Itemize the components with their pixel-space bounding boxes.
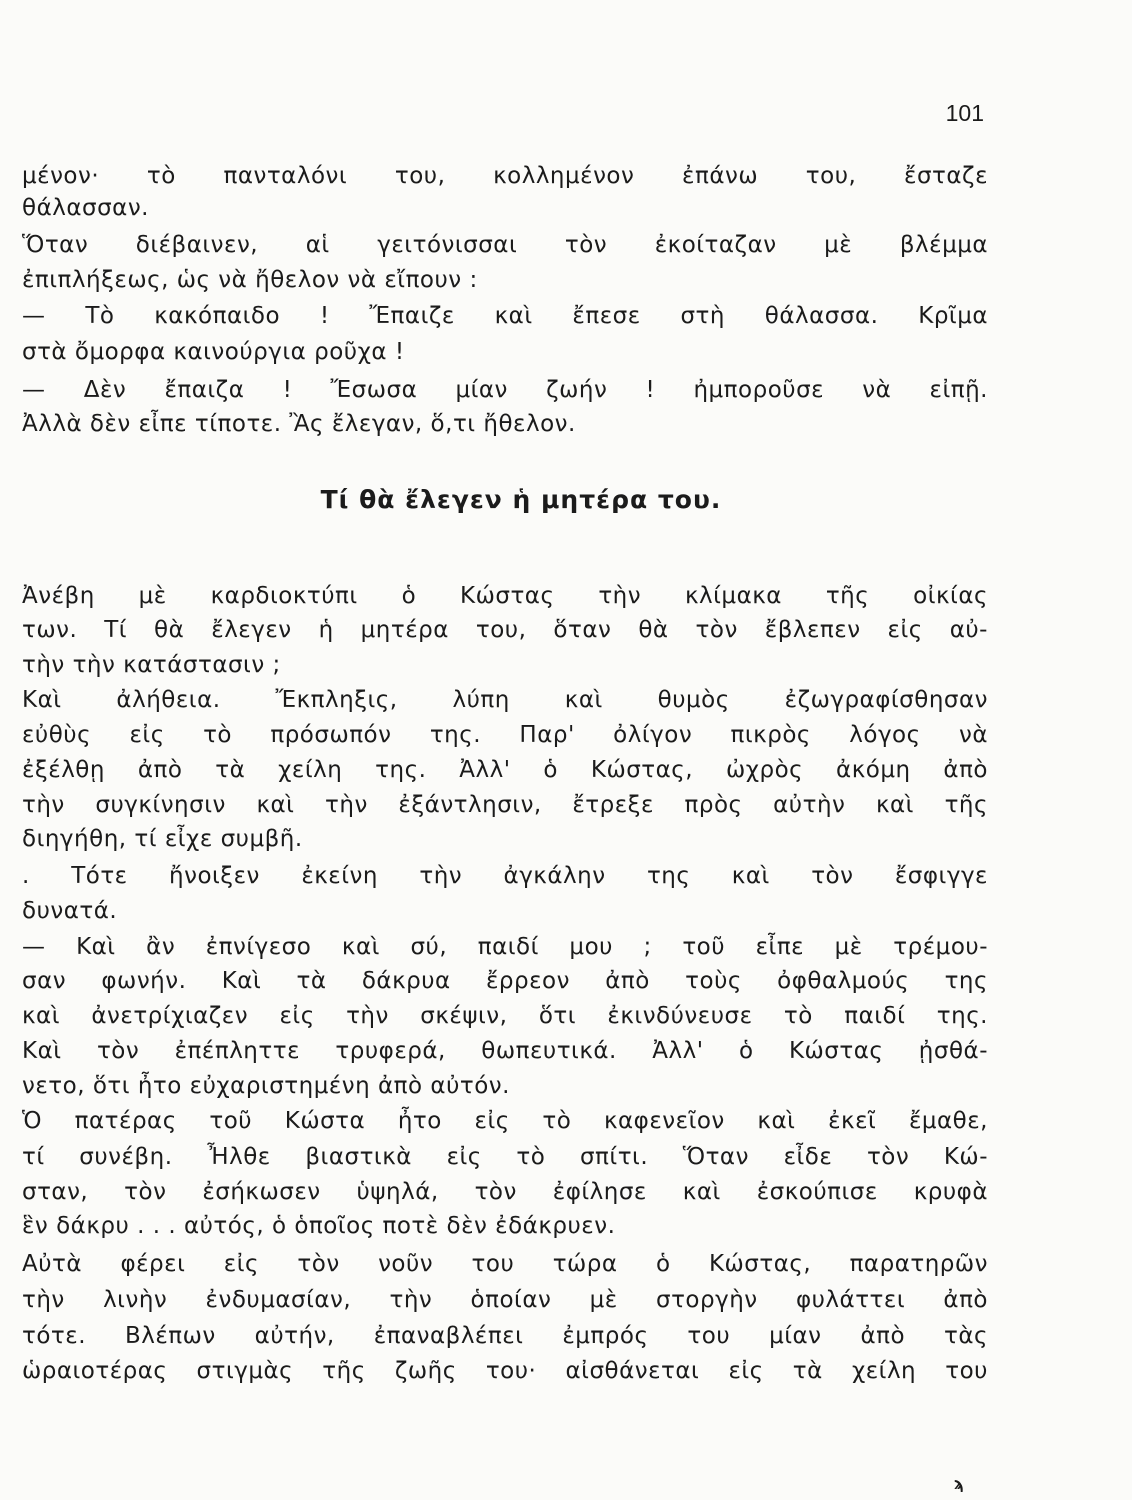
text-line: Ἀλλὰ δὲν εἶπε τίποτε. Ἂς ἔλεγαν, ὅ,τι ἤθελον. [22, 411, 576, 437]
text-line: των. Τί θὰ ἔλεγεν ἡ μητέρα του, ὅταν θὰ τὸν ἔβλεπεν εἰς αὐ- [22, 617, 988, 643]
text-line: εὐθὺς εἰς τὸ πρόσωπόν της. Παρ' ὀλίγον πικρὸς λόγος νὰ [22, 722, 988, 748]
text-line: τὴν συγκίνησιν καὶ τὴν ἐξάντλησιν, ἔτρεξε πρὸς αὐτὴν καὶ τῆς [22, 792, 988, 818]
text-line: σαν φωνήν. Καὶ τὰ δάκρυα ἔρρεον ἀπὸ τοὺς ὀφθαλμούς της [22, 968, 988, 994]
section-heading: Τί θὰ ἔλεγεν ἡ μητέρα του. [320, 485, 722, 514]
text-line: νετο, ὅτι ἦτο εὐχαριστημένη ἀπὸ αὐτόν. [22, 1073, 510, 1099]
text-line: δυνατά. [22, 898, 118, 924]
text-line: τὴν τὴν κατάστασιν ; [22, 652, 281, 678]
text-line: ἐπιπλήξεως, ὡς νὰ ἤθελον νὰ εἴπουν : [22, 267, 478, 293]
text-line: Καὶ ἀλήθεια. Ἔκπληξις, λύπη καὶ θυμὸς ἐζωγραφίσθησαν [22, 687, 988, 713]
text-line: Ὅταν διέβαινεν, αἱ γειτόνισσαι τὸν ἐκοίταζαν μὲ βλέμμα [22, 232, 988, 258]
printer-mark: ϡ [954, 1474, 965, 1493]
text-line: — Δὲν ἔπαιζα ! Ἔσωσα μίαν ζωήν ! ἠμποροῦσε νὰ εἰπῇ. [22, 377, 988, 403]
text-line: ἐξέλθῃ ἀπὸ τὰ χείλη της. Ἀλλ' ὁ Κώστας, ὠχρὸς ἀκόμη ἀπὸ [22, 757, 988, 783]
text-line: — Τὸ κακόπαιδο ! Ἔπαιζε καὶ ἔπεσε στὴ θάλασσα. Κρῖμα [22, 303, 988, 329]
text-line: καὶ ἀνετρίχιαζεν εἰς τὴν σκέψιν, ὅτι ἐκινδύνευσε τὸ παιδί της. [22, 1003, 988, 1029]
text-line: θάλασσαν. [22, 195, 149, 221]
text-line: . Τότε ἤνοιξεν ἐκείνη τὴν ἀγκάλην της καὶ τὸν ἔσφιγγε [22, 863, 988, 889]
text-line: μένον· τὸ πανταλόνι του, κολλημένον ἐπάνω του, ἔσταζε [22, 163, 988, 189]
text-line: Αὐτὰ φέρει εἰς τὸν νοῦν του τώρα ὁ Κώστας, παρατηρῶν [22, 1251, 988, 1277]
text-line: Ἀνέβη μὲ καρδιοκτύπι ὁ Κώστας τὴν κλίμακα τῆς οἰκίας [22, 583, 988, 609]
text-line: τί συνέβη. Ἦλθε βιαστικὰ εἰς τὸ σπίτι. Ὅταν εἶδε τὸν Κώ- [22, 1144, 988, 1170]
text-line: Ὁ πατέρας τοῦ Κώστα ἦτο εἰς τὸ καφενεῖον καὶ ἐκεῖ ἔμαθε, [22, 1108, 988, 1134]
text-line: σταν, τὸν ἐσήκωσεν ὑψηλά, τὸν ἐφίλησε καὶ ἐσκούπισε κρυφὰ [22, 1179, 988, 1205]
text-line: ἓν δάκρυ . . . αὐτός, ὁ ὁποῖος ποτὲ δὲν ἐδάκρυεν. [22, 1213, 616, 1239]
page-number: 101 [945, 100, 984, 126]
text-line: Καὶ τὸν ἐπέπληττε τρυφερά, θωπευτικά. Ἀλλ' ὁ Κώστας ᾐσθά- [22, 1038, 988, 1064]
text-line: — Καὶ ἂν ἐπνίγεσο καὶ σύ, παιδί μου ; τοῦ εἶπε μὲ τρέμου- [22, 934, 988, 960]
text-line: τὴν λινὴν ἐνδυμασίαν, τὴν ὁποίαν μὲ στοργὴν φυλάττει ἀπὸ [22, 1287, 988, 1313]
text-line: διηγήθη, τί εἶχε συμβῆ. [22, 826, 303, 852]
text-line: ὡραιοτέρας στιγμὰς τῆς ζωῆς του· αἰσθάνεται εἰς τὰ χείλη του [22, 1358, 988, 1384]
text-line: στὰ ὄμορφα καινούργια ροῦχα ! [22, 339, 405, 365]
text-line: τότε. Βλέπων αὐτήν, ἐπαναβλέπει ἐμπρός του μίαν ἀπὸ τὰς [22, 1323, 988, 1349]
